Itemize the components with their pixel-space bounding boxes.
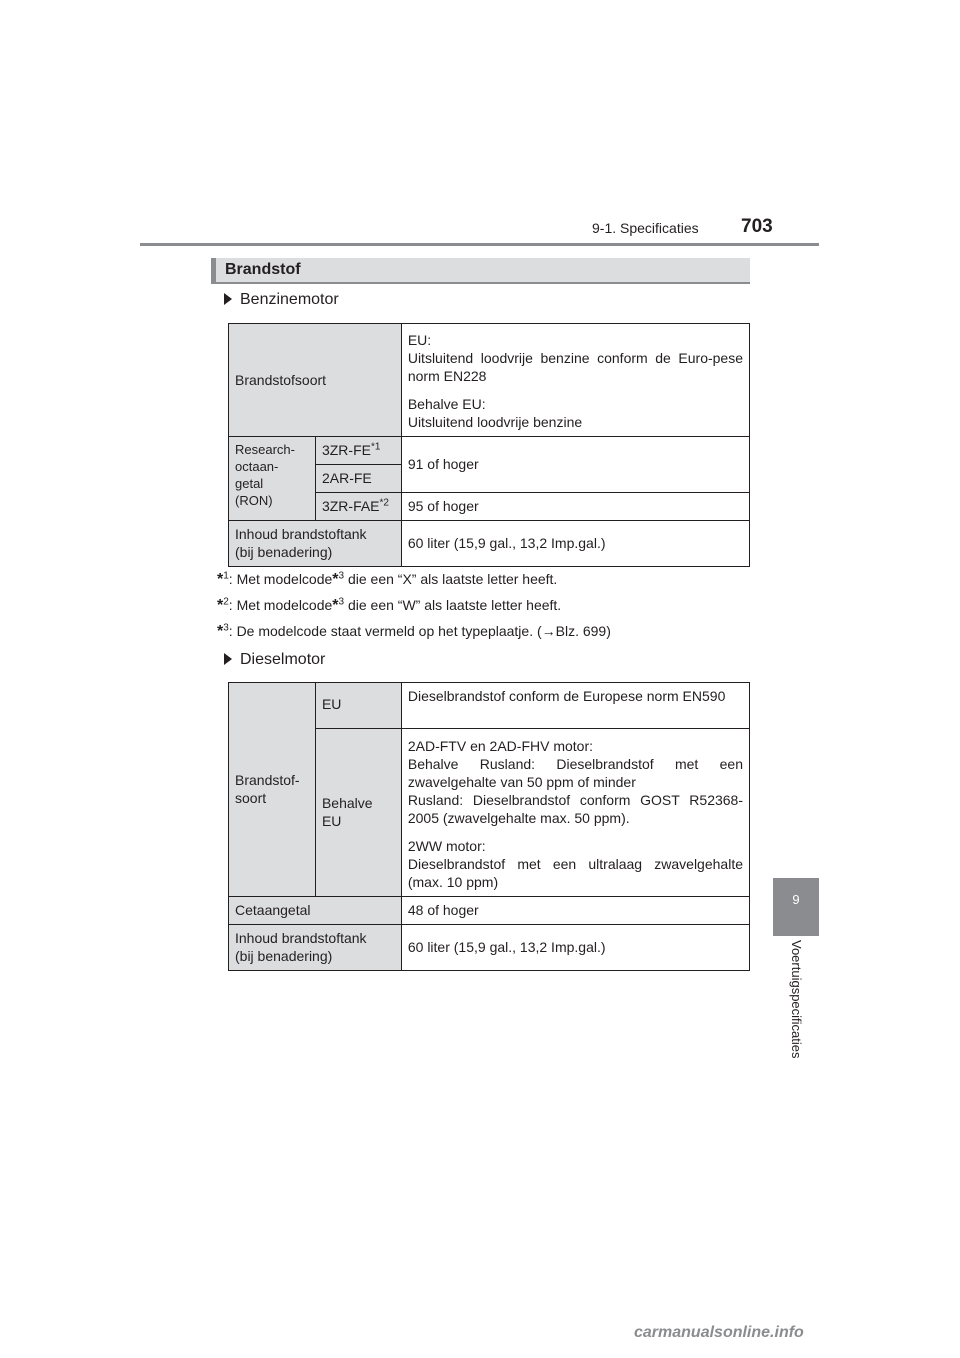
tank-label-line: (bij benadering): [235, 948, 333, 964]
footnote-3: [217, 623, 611, 641]
tank-label-line: Inhoud brandstoftank: [235, 526, 367, 542]
engine-3zr-fae: [315, 493, 401, 521]
tank-label: [229, 521, 402, 567]
diesel-fuel-type-label: [229, 683, 316, 897]
tank-label-line: (bij benadering): [235, 544, 333, 560]
paragraph-title: 2WW motor:: [407, 838, 486, 854]
footnote-text: : Met modelcode: [228, 571, 333, 587]
engine-code: 3ZR-FAE: [321, 498, 380, 514]
eu-label: EU: [315, 683, 401, 729]
footnote-star: *: [332, 597, 339, 614]
footnote-number: 3: [223, 622, 229, 634]
diesel-tank-value: 60 liter (15,9 gal., 13,2 Imp.gal.): [401, 925, 749, 971]
footnote-text: : Met modelcode: [228, 597, 333, 613]
footnote-number: 1: [223, 570, 229, 582]
table-row: [229, 925, 750, 971]
diesel-spec-table: [228, 682, 750, 971]
table-row: [229, 324, 750, 437]
table-row: [229, 683, 750, 729]
ron-label-line: getal: [235, 476, 264, 491]
ron-label-line: octaan-: [235, 459, 279, 474]
footnote-2: [217, 597, 561, 615]
chapter-label: [773, 940, 819, 1080]
footnote-text: die een “X” als laatste letter heeft.: [344, 571, 558, 587]
fuel-type-non-eu: Behalve EU:: [407, 396, 486, 412]
table-row: [229, 521, 750, 567]
engine-code: 3ZR-FE: [321, 442, 371, 458]
label-line: EU: [321, 813, 342, 829]
watermark: carmanualsonline.info: [634, 1324, 804, 1341]
diesel-heading: [224, 651, 325, 669]
label-line: Brandstof-: [235, 772, 300, 788]
petrol-spec-table: [228, 323, 750, 567]
footnote-star: *: [217, 623, 224, 640]
footnote-star: *: [217, 571, 224, 588]
table-row: [229, 897, 750, 925]
eu-value: Dieselbrandstof conform de Europese norm EN590: [401, 683, 749, 729]
footnote-text: die een “W” als laatste letter heeft.: [344, 597, 562, 613]
header-divider: [140, 243, 819, 246]
fuel-type-eu-text: Uitsluitend loodvrije benzine conform de Euro-pese norm EN228: [407, 350, 743, 384]
paragraph-text: Rusland: Dieselbrandstof conform GOST R52368-2005 (zwavelgehalte max. 50 ppm).: [407, 792, 743, 826]
engine-3zr-fe: [315, 437, 401, 465]
page-number: 703: [741, 216, 773, 237]
section-title-bar: [211, 258, 750, 284]
ron-label-line: (RON): [235, 493, 273, 508]
fuel-type-eu: EU:: [407, 332, 432, 348]
ron-label: [229, 437, 316, 521]
tank-value: 60 liter (15,9 gal., 13,2 Imp.gal.): [401, 521, 749, 567]
diesel-heading-text: Dieselmotor: [240, 651, 326, 668]
cetane-label: Cetaangetal: [229, 897, 402, 925]
engine-12-value: 91 of hoger: [401, 437, 749, 493]
table-row: [229, 437, 750, 465]
fuel-type-non-eu-text: Uitsluitend loodvrije benzine: [407, 414, 583, 430]
engine-3-value: 95 of hoger: [401, 493, 749, 521]
section-breadcrumb: 9-1. Specificaties: [592, 220, 699, 236]
paragraph-text: Behalve Rusland: Dieselbrandstof met een zwavelgehalte van 50 ppm of minder: [407, 756, 743, 790]
footnote-star: *: [217, 597, 224, 614]
footnote-1: [217, 571, 557, 589]
non-eu-value: [401, 729, 749, 897]
footnote-mark: *2: [379, 497, 389, 509]
paragraph-text: Dieselbrandstof met een ultralaag zwavelgehalte (max. 10 ppm): [407, 856, 743, 890]
ron-label-line: Research-: [235, 442, 295, 457]
non-eu-label: [315, 729, 401, 897]
chapter-label-text: Voertuigspecificaties: [789, 940, 804, 1059]
footnote-ref: 3: [338, 596, 345, 608]
fuel-type-label: Brandstofsoort: [229, 324, 402, 437]
footnote-mark: *1: [370, 441, 381, 453]
petrol-heading: [224, 291, 339, 309]
footnote-ref: 3: [338, 570, 345, 582]
footnote-text: : De modelcode staat vermeld op het typeplaatje. (→Blz. 699): [228, 623, 611, 639]
triangle-bullet-icon: [224, 293, 232, 305]
cetane-value: 48 of hoger: [401, 897, 749, 925]
diesel-tank-label: [229, 925, 402, 971]
paragraph-title: 2AD-FTV en 2AD-FHV motor:: [407, 738, 594, 754]
section-title: Brandstof: [225, 261, 301, 278]
footnote-star: *: [332, 571, 339, 588]
petrol-heading-text: Benzinemotor: [240, 291, 339, 308]
label-line: soort: [235, 790, 267, 806]
tank-label-line: Inhoud brandstoftank: [235, 930, 367, 946]
label-line: Behalve: [321, 795, 373, 811]
chapter-tab: 9: [773, 878, 819, 936]
triangle-bullet-icon: [224, 653, 232, 665]
engine-2ar-fe: 2AR-FE: [315, 465, 401, 493]
footnote-number: 2: [223, 596, 229, 608]
fuel-type-value: [401, 324, 749, 437]
